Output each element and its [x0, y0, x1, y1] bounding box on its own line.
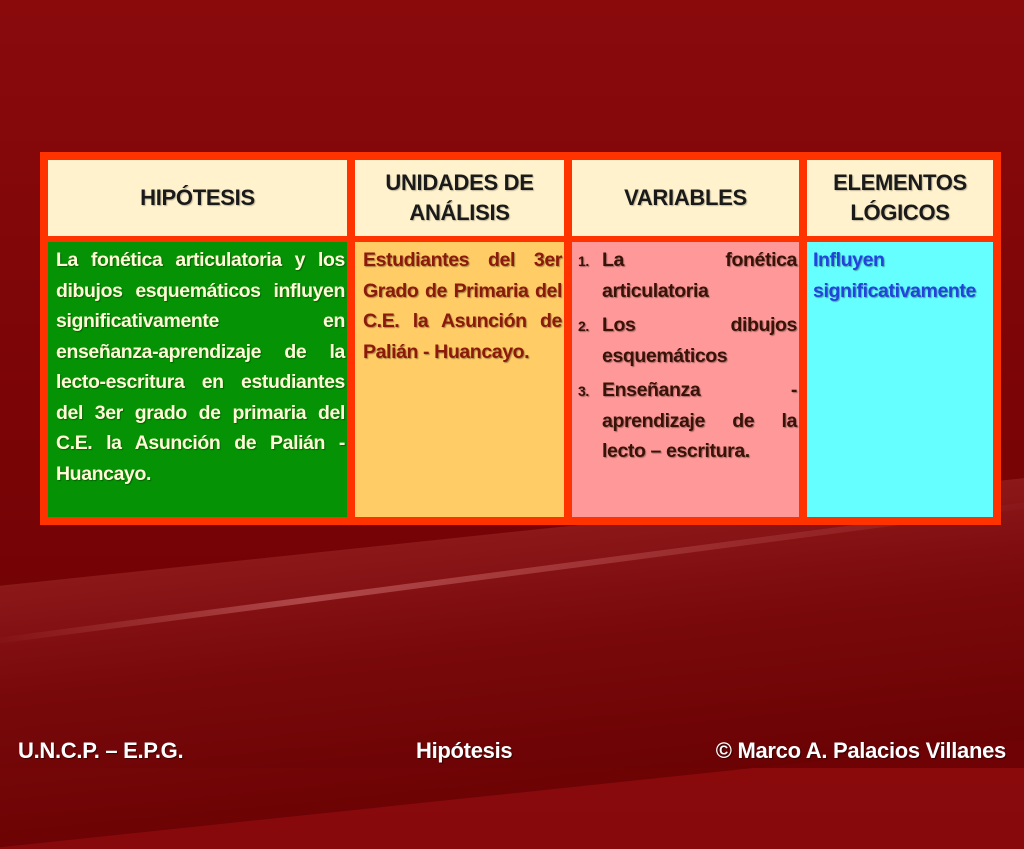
- footer-institution: U.N.C.P. – E.P.G.: [18, 738, 184, 763]
- variable-text: Los dibujos esquemáticos: [602, 314, 797, 367]
- header-elementos-label-line1: ELEMENTOS: [833, 170, 967, 195]
- variable-item: [578, 310, 797, 371]
- variable-text: La fonética articulatoria: [602, 249, 797, 302]
- header-hipotesis: [48, 160, 347, 236]
- footer-author: © Marco A. Palacios Villanes: [715, 738, 1006, 763]
- variable-number: 1.: [578, 253, 589, 269]
- elementos-text: Influyen significativamente: [813, 249, 976, 302]
- header-elementos-label-line2: LÓGICOS: [850, 200, 950, 225]
- variable-item: [578, 375, 797, 467]
- variables-list: [578, 245, 797, 467]
- footer-slide-title: Hipótesis: [416, 738, 513, 763]
- variable-item: [578, 245, 797, 306]
- header-unidades-label-line1: UNIDADES DE: [385, 170, 534, 195]
- cell-variables: [572, 242, 799, 517]
- variable-number: 3.: [578, 383, 589, 399]
- cell-elementos: [807, 242, 993, 517]
- variable-number: 2.: [578, 318, 589, 334]
- hypothesis-table: [40, 152, 1001, 525]
- variable-text: Enseñanza - aprendizaje de la lecto – escritura.: [602, 379, 797, 462]
- header-unidades-de-analisis: [355, 160, 564, 236]
- cell-unidades: [355, 242, 564, 517]
- unidades-text: Estudiantes del 3er Grado de Primaria del C.E. la Asunción de Palián - Huancayo.: [363, 249, 562, 363]
- header-elementos-logicos: [807, 160, 993, 236]
- cell-hipotesis: [48, 242, 347, 517]
- header-unidades-label-line2: ANÁLISIS: [409, 200, 510, 225]
- header-variables-label: VARIABLES: [624, 185, 747, 210]
- header-hipotesis-label: HIPÓTESIS: [140, 185, 255, 210]
- header-variables: [572, 160, 799, 236]
- hipotesis-text: La fonética articulatoria y los dibujos esquemáticos influyen significativamente en enseñanza-aprendizaje de la lecto-escritura en estudiantes del 3er grado de primaria del C.E. la Asunción de Palián - Huancayo.: [56, 249, 345, 485]
